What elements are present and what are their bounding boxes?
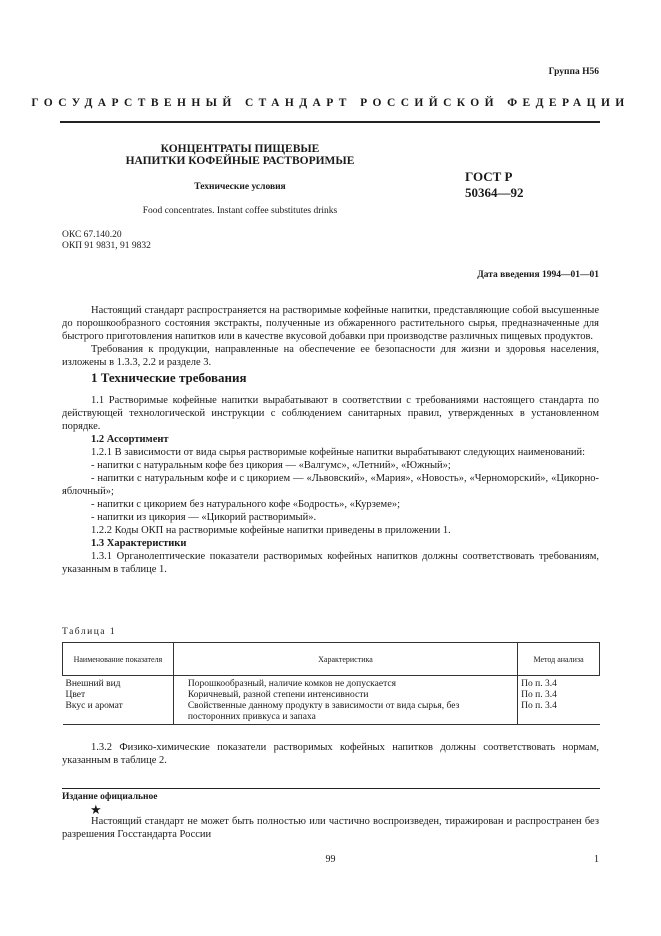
clause-1-3-2-block <box>62 741 599 767</box>
star-icon: ★ <box>90 802 102 817</box>
intro-paragraph: Настоящий стандарт распространяется на растворимые кофейные напитки, представляющие собой высушенные до порошкообразного состояния экстракты, полученные из обжаренного растительного сырья, предназначенные для быстрого приготовления напитков или в качестве вкусовой добавки при производстве различных пищевых продуктов. <box>62 305 599 342</box>
table-header-cell: Метод анализа <box>518 643 600 676</box>
english-title: Food concentrates. Instant coffee substitutes drinks <box>142 206 338 216</box>
list-item: - напитки из цикория — «Цикорий растворимый». <box>91 512 317 523</box>
page-number: 99 <box>325 854 336 865</box>
table-cell: Внешний вид <box>65 679 121 689</box>
header-rule <box>60 121 600 123</box>
clause-1-1: 1.1 Растворимые кофейные напитки вырабатывают в соответствии с требованиями настоящего стандарта по действующей технологической инструкции с соблюдением санитарных правил, утвержденных в установленном порядке. <box>62 395 599 432</box>
classification-codes <box>62 230 151 252</box>
introduction-date: Дата введения 1994—01—01 <box>477 270 599 280</box>
state-standard-title: ГОСУДАРСТВЕННЫЙ СТАНДАРТ РОССИЙСКОЙ ФЕДЕРАЦИИ <box>31 97 630 109</box>
clause-1-3-2: 1.3.2 Физико-химические показатели растворимых кофейных напитков должны соответствовать нормам, указанным в таблице 2. <box>62 742 599 766</box>
group-code: Группа Н56 <box>548 67 599 77</box>
copyright-note <box>62 815 599 841</box>
document-subtitle: Технические условия <box>194 182 286 192</box>
gost-number <box>465 169 524 201</box>
table-cell: По п. 3.4 <box>521 690 557 700</box>
table-1 <box>62 642 600 725</box>
table-cell: Порошкообразный, наличие комков не допускается <box>173 676 517 691</box>
footer-rule <box>62 788 600 789</box>
intro-section <box>62 304 599 369</box>
table-header-cell: Характеристика <box>173 643 517 676</box>
gost-line-2: 50364—92 <box>465 185 524 200</box>
title-line-1: КОНЦЕНТРАТЫ ПИЩЕВЫЕ <box>160 143 320 155</box>
table-cell: По п. 3.4 <box>518 701 600 725</box>
table-header-row <box>63 643 600 676</box>
table-row <box>63 690 600 701</box>
list-item: - напитки с цикорием без натурального кофе «Бодрость», «Курземе»; <box>91 499 401 510</box>
table-cell: Цвет <box>65 690 86 700</box>
section-body <box>62 394 599 576</box>
table-cell: Вкус и аромат <box>63 701 174 725</box>
table-row <box>63 701 600 725</box>
sheet-number: 1 <box>594 854 599 865</box>
list-item: - напитки с натуральным кофе и с цикорием — «Львовский», «Мария», «Новость», «Черноморский», «Цикорно-яблочный»; <box>62 473 599 497</box>
official-edition-label: Издание официальное <box>62 792 158 802</box>
table-caption: Таблица 1 <box>62 627 117 637</box>
oks-code: ОКС 67.140.20 <box>62 230 122 240</box>
clause-heading: 1.2 Ассортимент <box>91 434 169 445</box>
clause-1-2-2: 1.2.2 Коды ОКП на растворимые кофейные напитки приведены в приложении 1. <box>91 525 451 536</box>
clause-1-3-1: 1.3.1 Органолептические показатели растворимых кофейных напитков должны соответствовать требованиям, указанным в таблице 1. <box>62 551 599 575</box>
okp-code: ОКП 91 9831, 91 9832 <box>62 241 151 251</box>
document-title <box>90 143 390 167</box>
section-heading: 1 Технические требования <box>91 370 247 385</box>
clause-heading: 1.3 Характеристики <box>91 538 187 549</box>
intro-paragraph: Требования к продукции, направленные на обеспечение ее безопасности для жизни и здоровья населения, изложены в 1.3.3, 2.2 и разделе 3. <box>62 344 599 368</box>
table-header-cell: Наименование показателя <box>63 643 174 676</box>
table-cell: Свойственные данному продукту в зависимости от вида сырья, без посторонних привкуса и запаха <box>173 701 517 725</box>
gost-line-1: ГОСТ Р <box>465 169 513 184</box>
table-cell: По п. 3.4 <box>521 679 557 689</box>
table-cell: Коричневый, разной степени интенсивности <box>173 690 517 701</box>
clause-1-2-1: 1.2.1 В зависимости от вида сырья растворимые кофейные напитки вырабатывают следующих наименований: <box>91 447 586 458</box>
copyright-text: Настоящий стандарт не может быть полностью или частично воспроизведен, тиражирован и распространен без разрешения Госстандарта России <box>62 816 599 840</box>
title-line-2: НАПИТКИ КОФЕЙНЫЕ РАСТВОРИМЫЕ <box>125 155 355 167</box>
table-row <box>63 676 600 691</box>
list-item: - напитки с натуральным кофе без цикория — «Валгумс», «Летний», «Южный»; <box>91 460 451 471</box>
